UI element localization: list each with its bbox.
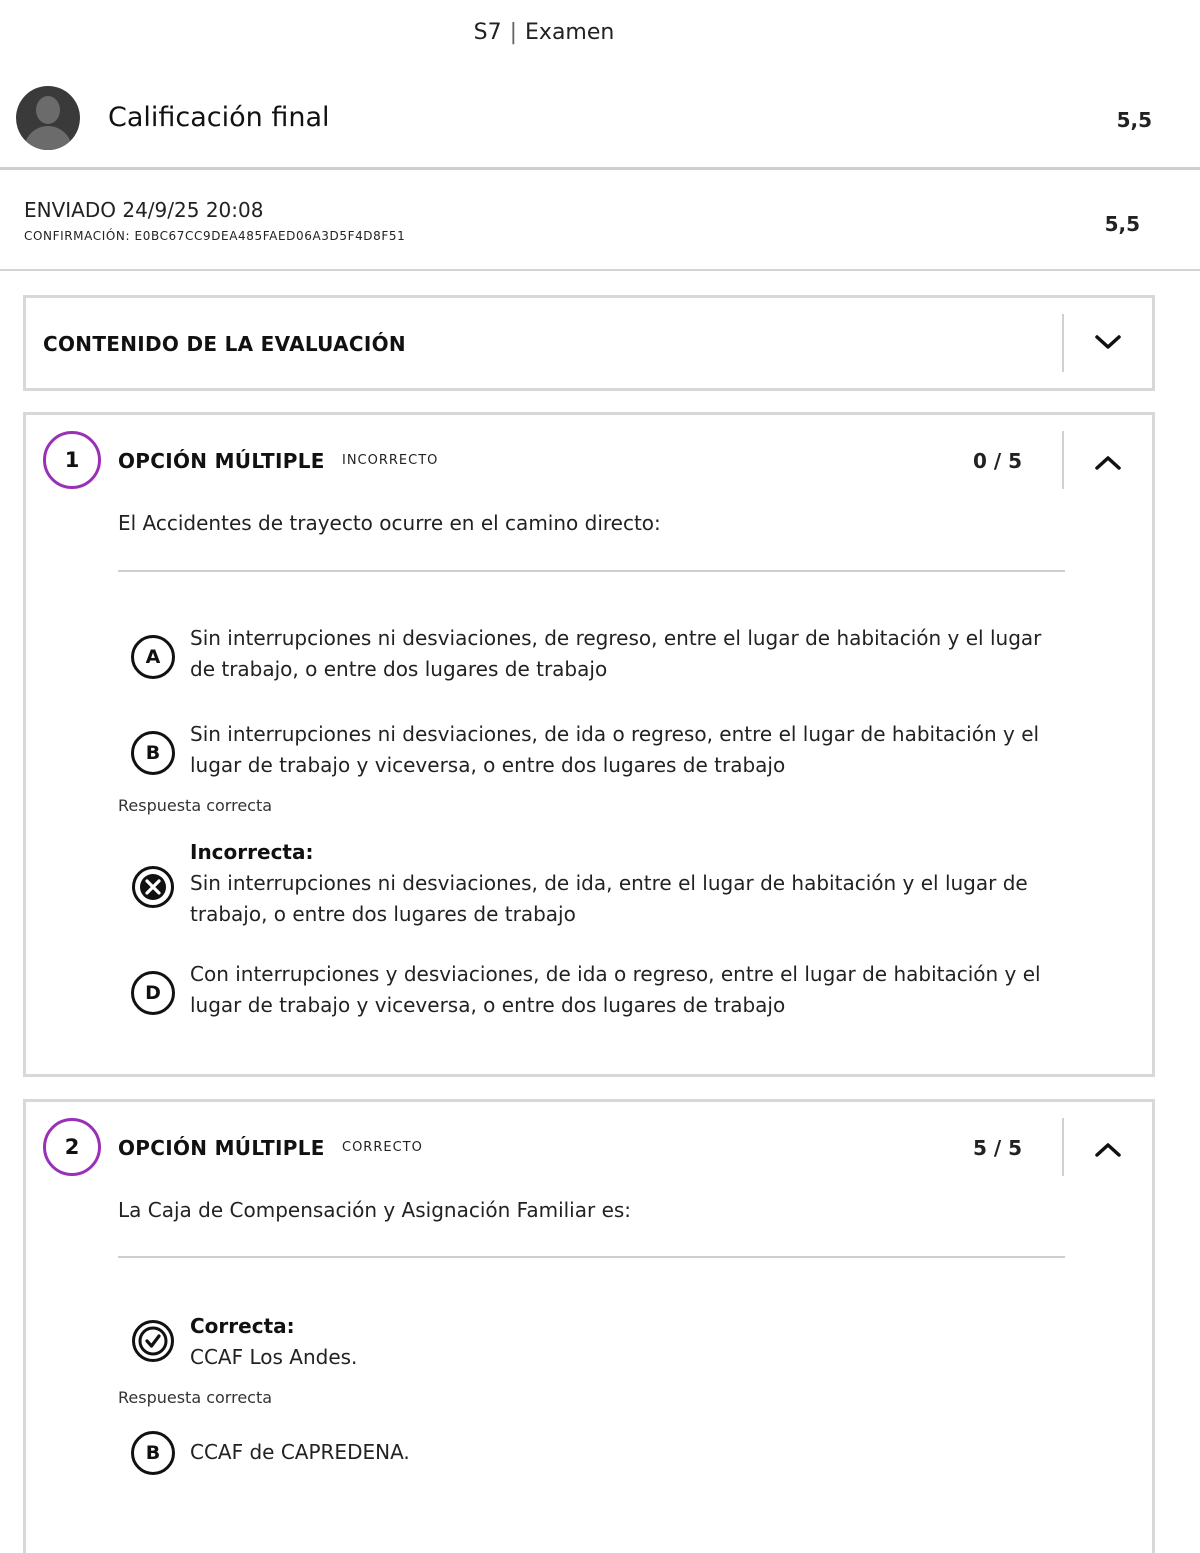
incorrect-label: Incorrecta: (190, 840, 314, 864)
option-text: CCAF Los Andes. (190, 1345, 358, 1369)
final-grade-value: 5,5 (1116, 108, 1152, 132)
x-circle-icon (131, 865, 175, 909)
option-letter-a: A (131, 635, 175, 679)
submission-date: ENVIADO 24/9/25 20:08 (24, 198, 264, 222)
title-separator: | (509, 20, 518, 45)
final-grade-label: Calificación final (108, 102, 330, 133)
page-title (0, 20, 1088, 45)
option-text: Sin interrupciones ni desviaciones, de regreso, entre el lugar de habitación y el lugar de trabajo, o entre dos lugares de trabajo (190, 626, 1042, 681)
submission-score: 5,5 (1104, 212, 1140, 236)
question-card-2 (23, 1099, 1155, 1553)
check-circle-icon (131, 1319, 175, 1363)
assessment-content-panel[interactable] (23, 295, 1155, 391)
question-type: OPCIÓN MÚLTIPLE (118, 1136, 325, 1160)
question-score: 0 / 5 (973, 449, 1023, 473)
option-text-block (190, 1311, 357, 1373)
course-code: S7 (473, 20, 502, 45)
question-status: CORRECTO (342, 1140, 423, 1155)
final-grade-bar (0, 78, 1200, 170)
option-text-block (190, 837, 1058, 930)
option-text: Sin interrupciones ni desviaciones, de ida, entre el lugar de habitación y el lugar de trabajo, o entre dos lugares de trabajo (190, 871, 1028, 926)
option-text: Con interrupciones y desviaciones, de ida o regreso, entre el lugar de habitación y el lugar de trabajo y viceversa, o entre dos lugares de trabajo (190, 962, 1041, 1017)
question-text: El Accidentes de trayecto ocurre en el camino directo: (118, 511, 661, 535)
question-card-1 (23, 412, 1155, 1077)
correct-answer-label: Respuesta correcta (118, 1388, 273, 1407)
assessment-content-title: CONTENIDO DE LA EVALUACIÓN (43, 332, 406, 356)
option-letter-b: B (131, 1431, 175, 1475)
exam-title: Examen (525, 20, 615, 45)
chevron-up-icon[interactable] (1094, 1140, 1122, 1160)
confirmation-code: CONFIRMACIÓN: E0BC67CC9DEA485FAED06A3D5F4D8F51 (24, 229, 406, 243)
question-number: 2 (43, 1118, 101, 1176)
option-text: Sin interrupciones ni desviaciones, de ida o regreso, entre el lugar de habitación y el lugar de trabajo y viceversa, o entre dos lugares de trabajo (190, 722, 1040, 777)
option-letter-d: D (131, 971, 175, 1015)
user-avatar-icon (16, 86, 80, 150)
question-number: 1 (43, 431, 101, 489)
question-type: OPCIÓN MÚLTIPLE (118, 449, 325, 473)
question-rule (118, 1256, 1065, 1258)
chevron-up-icon[interactable] (1094, 453, 1122, 473)
question-divider (1062, 1118, 1064, 1176)
question-score: 5 / 5 (973, 1136, 1023, 1160)
chevron-down-icon[interactable] (1094, 332, 1122, 352)
question-status: INCORRECTO (342, 453, 439, 468)
correct-answer-label: Respuesta correcta (118, 796, 273, 815)
option-letter-b: B (131, 731, 175, 775)
question-divider (1062, 431, 1064, 489)
question-text: La Caja de Compensación y Asignación Familiar es: (118, 1198, 632, 1222)
correct-label: Correcta: (190, 1314, 295, 1338)
option-text: CCAF de CAPREDENA. (190, 1440, 410, 1464)
question-rule (118, 570, 1065, 572)
submission-row (0, 172, 1200, 271)
header-divider (1062, 314, 1064, 372)
